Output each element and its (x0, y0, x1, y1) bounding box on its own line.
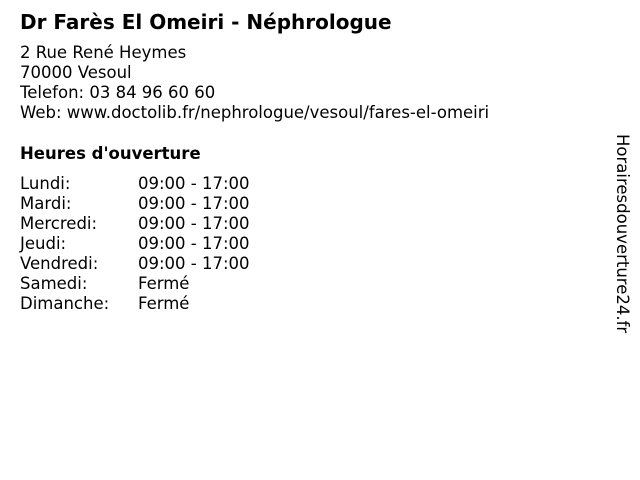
day-hours: 09:00 - 17:00 (138, 174, 250, 193)
hours-row-tuesday (20, 194, 320, 214)
hours-row-sunday (20, 294, 320, 314)
page-title: Dr Farès El Omeiri - Néphrologue (20, 10, 392, 34)
opening-hours (20, 174, 320, 314)
day-hours: 09:00 - 17:00 (138, 254, 250, 273)
city-address: 70000 Vesoul (20, 63, 132, 82)
phone-number: Telefon: 03 84 96 60 60 (20, 83, 216, 102)
day-label: Samedi: (20, 274, 88, 293)
day-label: Dimanche: (20, 294, 110, 313)
day-label: Jeudi: (20, 234, 67, 253)
day-label: Mercredi: (20, 214, 98, 233)
site-watermark (612, 134, 632, 344)
day-hours: 09:00 - 17:00 (138, 194, 250, 213)
day-hours: 09:00 - 17:00 (138, 234, 250, 253)
day-label: Vendredi: (20, 254, 99, 273)
contact-info (20, 43, 489, 123)
hours-row-wednesday (20, 214, 320, 234)
website: Web: www.doctolib.fr/nephrologue/vesoul/fares-el-omeiri (20, 103, 490, 122)
day-hours: Fermé (138, 294, 190, 313)
hours-row-thursday (20, 234, 320, 254)
watermark-text: Horairesdouverture24.fr (613, 134, 632, 334)
hours-row-monday (20, 174, 320, 194)
day-label: Mardi: (20, 194, 72, 213)
day-label: Lundi: (20, 174, 71, 193)
hours-row-saturday (20, 274, 320, 294)
day-hours: 09:00 - 17:00 (138, 214, 250, 233)
day-hours: Fermé (138, 274, 190, 293)
hours-heading: Heures d'ouverture (20, 144, 201, 163)
hours-row-friday (20, 254, 320, 274)
street-address: 2 Rue René Heymes (20, 43, 187, 62)
